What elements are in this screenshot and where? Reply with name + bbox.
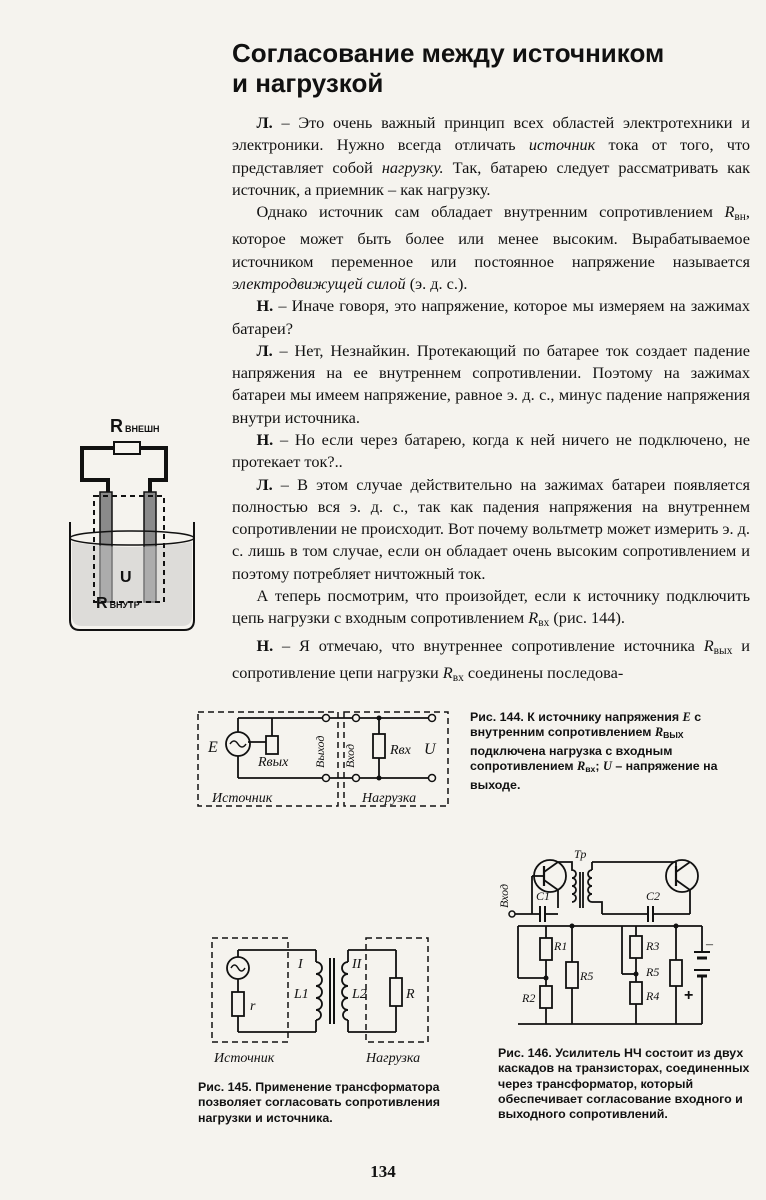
primary-winding	[316, 962, 322, 1020]
speaker-label: Л.	[256, 340, 273, 360]
figure-145	[206, 932, 436, 1070]
wire-right	[140, 448, 166, 492]
label-r1: R1	[554, 939, 568, 953]
r1-resistor	[540, 938, 552, 960]
wire-left	[82, 448, 114, 492]
secondary-winding	[342, 962, 348, 1020]
paragraph-5: Н. – Но если через батарею, когда к ней ничего не подключено, не протекает ток?..	[232, 430, 750, 472]
r-internal-letter: R	[96, 595, 108, 612]
paragraph-6: Л. – В этом случае действительно на зажимах батареи появляется полностью вся э. д. с., так как падения напряжения на внутреннем сопротивлении не происходит. Вот почему вольтметр может измерить э. д. с. лишь в том случае, если он обладает очень высоким сопротивлением и поэтому потребляет ничтожный ток.	[232, 474, 750, 583]
figure-144	[194, 708, 456, 812]
label-e: E	[208, 739, 218, 756]
label-source: Источник	[214, 1051, 275, 1066]
paragraph-3: Н. – Иначе говоря, это напряжение, которое мы измеряем на зажимах батареи?	[232, 296, 750, 338]
paragraph-7: А теперь посмотрим, что произойдет, если к источнику подключить цепь нагрузки с входным сопротивлением $R_{вх}$ (рис. 144).	[232, 586, 750, 630]
speaker-label: Н.	[256, 635, 274, 655]
label-plus: +	[684, 987, 694, 1004]
r-small-resistor	[232, 992, 244, 1016]
liquid-surface	[70, 531, 194, 545]
load-box	[366, 938, 428, 1042]
r-internal-sub: ВНУТР	[109, 600, 140, 610]
label-u: U	[424, 741, 436, 758]
label-input: Вход	[497, 883, 511, 908]
speaker-label: Л.	[256, 113, 273, 132]
label-r4: R4	[646, 989, 660, 1003]
label-l1: L1	[294, 987, 309, 1002]
transistor-2	[666, 860, 698, 892]
title-line-2: и нагрузкой	[232, 68, 384, 98]
label-l2: L2	[352, 987, 367, 1002]
r-load-resistor	[390, 978, 402, 1006]
r5-resistor-2	[670, 960, 682, 986]
caption-144: Рис. 144. К источнику напряжения E с внутренним сопротивлением $R_{ВЫХ}$ подключена нагрузка с входным сопротивлением $R_{вх}$; U – напряжение на выходе.	[470, 710, 718, 792]
label-c1: C1	[536, 889, 551, 903]
electrolyte	[72, 542, 192, 626]
label-r-out: Rвых	[258, 755, 289, 770]
r5-resistor-1	[566, 962, 578, 988]
label-r2: R2	[522, 991, 536, 1005]
figure-146	[492, 848, 734, 1032]
label-r3: R3	[646, 939, 660, 953]
r-external-sub: ВНЕШН	[125, 424, 160, 434]
label-tr: Тр	[574, 848, 587, 861]
r-in-resistor	[373, 734, 385, 758]
r4-resistor	[630, 982, 642, 1004]
label-minus: –	[706, 937, 713, 952]
page-title	[232, 38, 752, 98]
r-out-resistor	[266, 736, 278, 754]
label-source: Источник	[212, 791, 273, 806]
label-winding-1: I	[298, 957, 303, 972]
paragraph-4: Л. – Нет, Незнайкин. Протекающий по батарее ток создает падение напряжения на ее внутреннем сопротивлении. Поэтому на зажимах батареи мы имеем напряжение, равное э. д. с., минус падение напряжения внутри источника.	[232, 340, 750, 427]
r-external-letter: R	[110, 416, 123, 436]
r3-resistor	[630, 936, 642, 958]
battery-beaker-figure	[66, 410, 206, 640]
source-box	[212, 938, 288, 1042]
label-winding-2: II	[352, 957, 362, 972]
paragraph-8: Н. – Я отмечаю, что внутреннее сопротивление источника $R_{вых}$ и сопротивление цепи нагрузки $R_{вх}$ соединены последова-	[232, 635, 750, 684]
label-output: Выход	[313, 735, 327, 768]
dialogue-text	[232, 112, 750, 689]
label-load: Нагрузка	[362, 791, 417, 806]
external-resistor	[114, 442, 140, 454]
paragraph-1: Л. – Это очень важный принцип всех областей электротехники и электроники. Нужно всегда отличать источник тока от того, что представляет собой нагрузку. Так, батарею следует рассматривать как источник, а приемник – как нагрузку.	[232, 113, 750, 199]
label-r5-1: R5	[580, 969, 594, 983]
speaker-label: Н.	[256, 296, 274, 316]
svg-text:RВНЕШН	[110, 416, 160, 436]
title-line-1: Согласование между источником	[232, 38, 665, 68]
caption-146: Рис. 146. Усилитель НЧ состоит из двух каскадов на транзисторах, соединенных через трансформатор, который обеспечивает согласование входного и выходного сопротивлений.	[498, 1046, 750, 1122]
speaker-label: Н.	[256, 430, 274, 449]
speaker-label: Л.	[256, 474, 273, 494]
label-input: Вход	[343, 743, 357, 768]
label-r-small: r	[250, 999, 256, 1014]
u-label: U	[120, 569, 132, 586]
caption-145: Рис. 145. Применение трансформатора позволяет согласовать сопротивления нагрузки и источника.	[198, 1080, 440, 1125]
label-c2: C2	[646, 889, 661, 903]
label-r5-2: R5	[646, 965, 660, 979]
paragraph-2: Однако источник сам обладает внутренним сопротивлением $R_{вн}$, которое может быть более или менее высоким. Вырабатываемое источником переменное или постоянное напряжение называется электродвижущей силой (э. д. с.).	[232, 202, 750, 293]
label-load: Нагрузка	[366, 1051, 421, 1066]
r2-resistor	[540, 986, 552, 1008]
label-r-in: Rвх	[390, 743, 411, 758]
page-number: 134	[370, 1162, 396, 1181]
label-r-load: R	[406, 987, 415, 1002]
